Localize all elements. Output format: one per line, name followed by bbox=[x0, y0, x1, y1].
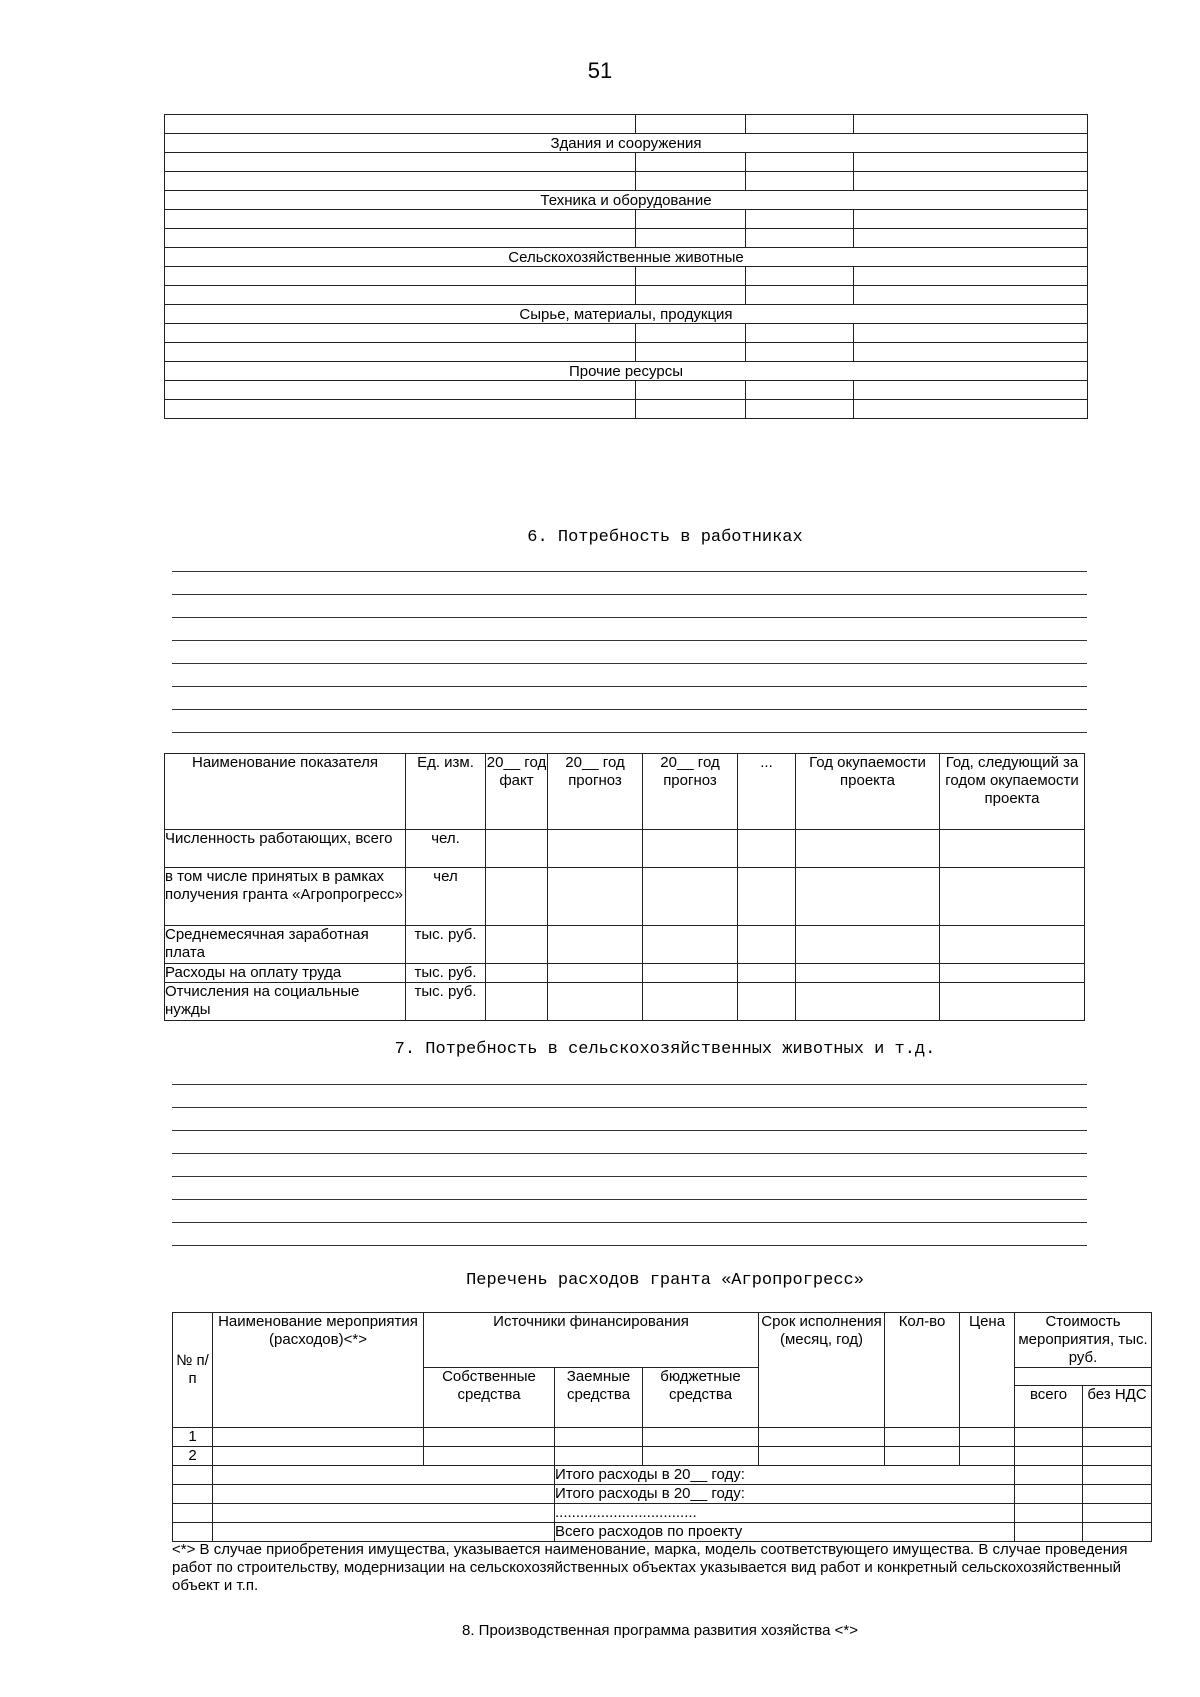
table-row bbox=[165, 153, 1088, 172]
total-row bbox=[173, 1523, 1152, 1542]
table-row bbox=[173, 1447, 1152, 1466]
header-cost-total: всего bbox=[1015, 1386, 1083, 1428]
table-row bbox=[165, 830, 1085, 868]
header-row bbox=[165, 754, 1085, 830]
blank-line bbox=[172, 640, 1087, 641]
table-row bbox=[165, 267, 1088, 286]
blank-line bbox=[172, 1084, 1087, 1085]
category-equipment: Техника и оборудование bbox=[165, 191, 1088, 210]
section8-title: 8. Производственная программа развития хозяйства <*> bbox=[462, 1622, 858, 1639]
category-other: Прочие ресурсы bbox=[165, 362, 1088, 381]
table-row bbox=[165, 868, 1085, 926]
blank-line bbox=[172, 1130, 1087, 1131]
table-row bbox=[165, 115, 1088, 134]
row-name: в том числе принятых в рамках получения гранта «Агропрогресс» bbox=[165, 868, 406, 926]
header-term: Срок исполнения (месяц, год) bbox=[759, 1313, 885, 1428]
blank-line bbox=[172, 732, 1087, 733]
table-row bbox=[165, 286, 1088, 305]
row-name: Расходы на оплату труда bbox=[165, 964, 406, 983]
header-indicator-name: Наименование показателя bbox=[165, 754, 406, 830]
header-year-forecast-2: 20__ год прогноз bbox=[643, 754, 738, 830]
row-unit: чел bbox=[406, 868, 486, 926]
blank-line bbox=[172, 1199, 1087, 1200]
header-cost: Стоимость мероприятия, тыс. руб. bbox=[1015, 1313, 1152, 1368]
header-num: № п/п bbox=[173, 1313, 213, 1428]
row-unit: тыс. руб. bbox=[406, 964, 486, 983]
header-own-funds: Собственные средства bbox=[424, 1368, 555, 1428]
row-number: 1 bbox=[173, 1428, 213, 1447]
table-row bbox=[173, 1428, 1152, 1447]
header-ellipsis: ... bbox=[738, 754, 796, 830]
blank-line bbox=[172, 1222, 1087, 1223]
page-number: 51 bbox=[587, 58, 613, 83]
row-name: Среднемесячная заработная плата bbox=[165, 926, 406, 964]
blank-line bbox=[172, 594, 1087, 595]
header-year-after-payback: Год, следующий за годом окупаемости проекта bbox=[940, 754, 1085, 830]
expenses-title: Перечень расходов гранта «Агропрогресс» bbox=[466, 1271, 864, 1290]
header-budget-funds: бюджетные средства bbox=[643, 1368, 759, 1428]
table-row bbox=[165, 926, 1085, 964]
category-animals: Сельскохозяйственные животные bbox=[165, 248, 1088, 267]
total-label: .................................. bbox=[555, 1504, 1015, 1523]
footnote: <*> В случае приобретения имущества, указывается наименование, марка, модель соответствующего имущества. В случае проведения работ по строительству, модернизации на сельскохозяйственных объектах указывается вид работ и конкретный сельскохозяйственный объект и т.п. bbox=[172, 1541, 1128, 1594]
header-sources: Источники финансирования bbox=[424, 1313, 759, 1368]
category-buildings: Здания и сооружения bbox=[165, 134, 1088, 153]
total-row bbox=[173, 1504, 1152, 1523]
resources-table bbox=[164, 114, 1088, 419]
blank-line bbox=[172, 1153, 1087, 1154]
header-year-fact: 20__ год факт bbox=[486, 754, 548, 830]
section6-title: 6. Потребность в работниках bbox=[527, 528, 803, 547]
table-row bbox=[165, 343, 1088, 362]
table-row bbox=[165, 400, 1088, 419]
row-unit: тыс. руб. bbox=[406, 926, 486, 964]
row-unit: тыс. руб. bbox=[406, 983, 486, 1021]
expenses-table bbox=[172, 1312, 1152, 1542]
header-price: Цена bbox=[960, 1313, 1015, 1428]
total-label: Итого расходы в 20__ году: bbox=[555, 1485, 1015, 1504]
blank-line bbox=[172, 1107, 1087, 1108]
blank-line bbox=[172, 1245, 1087, 1246]
table-row bbox=[165, 324, 1088, 343]
table-row bbox=[165, 172, 1088, 191]
total-row bbox=[173, 1485, 1152, 1504]
header-unit: Ед. изм. bbox=[406, 754, 486, 830]
blank-line bbox=[172, 571, 1087, 572]
table-row bbox=[165, 964, 1085, 983]
row-number: 2 bbox=[173, 1447, 213, 1466]
header-qty: Кол-во bbox=[885, 1313, 960, 1428]
workers-table bbox=[164, 753, 1085, 1021]
row-unit: чел. bbox=[406, 830, 486, 868]
total-row bbox=[173, 1466, 1152, 1485]
blank-line bbox=[172, 686, 1087, 687]
table-row bbox=[165, 229, 1088, 248]
row-name: Отчисления на социальные нужды bbox=[165, 983, 406, 1021]
row-name: Численность работающих, всего bbox=[165, 830, 406, 868]
header-payback-year: Год окупаемости проекта bbox=[796, 754, 940, 830]
header-cost-novat: без НДС bbox=[1083, 1386, 1152, 1428]
total-label: Итого расходы в 20__ году: bbox=[555, 1466, 1015, 1485]
grand-total-label: Всего расходов по проекту bbox=[555, 1523, 1015, 1542]
header-year-forecast-1: 20__ год прогноз bbox=[548, 754, 643, 830]
table-row bbox=[165, 983, 1085, 1021]
header-loan-funds: Заемные средства bbox=[555, 1368, 643, 1428]
table-row bbox=[165, 381, 1088, 400]
table-row bbox=[165, 210, 1088, 229]
blank-line bbox=[172, 1176, 1087, 1177]
blank-line bbox=[172, 663, 1087, 664]
section7-title: 7. Потребность в сельскохозяйственных животных и т.д. bbox=[394, 1040, 936, 1059]
header-name: Наименование мероприятия (расходов)<*> bbox=[213, 1313, 424, 1428]
blank-line bbox=[172, 617, 1087, 618]
category-materials: Сырье, материалы, продукция bbox=[165, 305, 1088, 324]
blank-line bbox=[172, 709, 1087, 710]
